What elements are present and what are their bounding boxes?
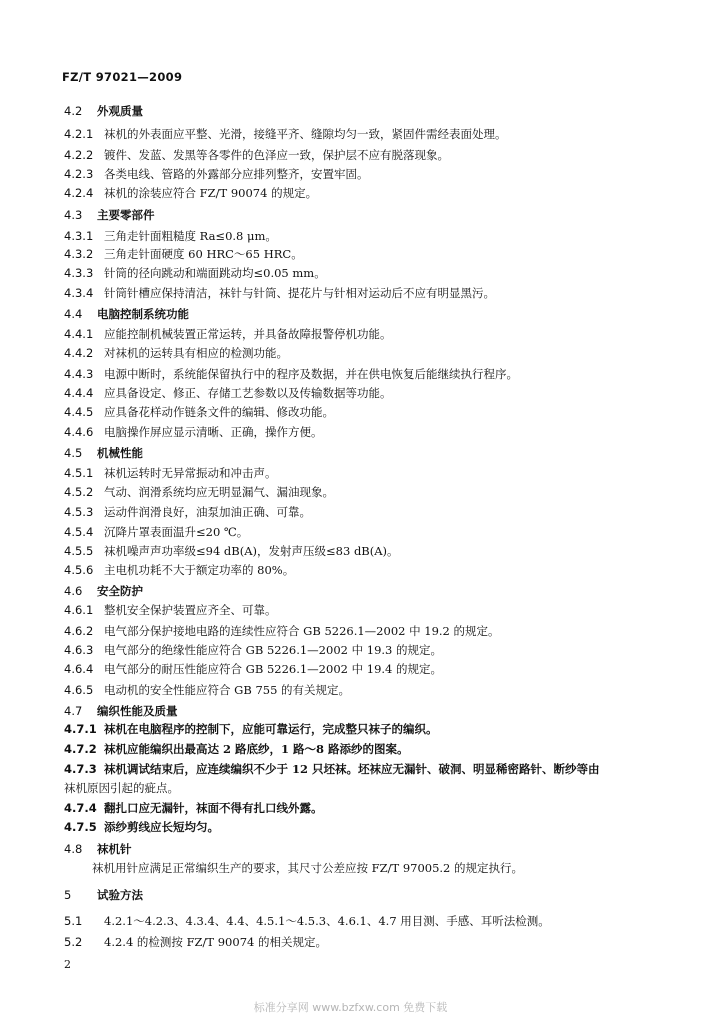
clause-text: 对袜机的运转具有相应的检测功能。 (104, 346, 288, 360)
clause-number: 4.2.3 (64, 167, 94, 181)
clause-line (64, 229, 277, 243)
clause-line (64, 603, 277, 617)
clause-number: 4.7.2 (64, 742, 97, 756)
clause-text: 试验方法 (97, 888, 143, 902)
clause-text: 电动机的安全性能应符合 GB 755 的有关规定。 (104, 683, 351, 697)
clause-number: 4.6.5 (64, 683, 94, 697)
section-heading (64, 104, 143, 118)
clause-line (64, 781, 179, 795)
clause-line (64, 148, 449, 162)
clause-text: 电气部分的耐压性能应符合 GB 5226.1—2002 中 19.4 的规定。 (104, 662, 443, 676)
page-number: 2 (64, 958, 71, 971)
clause-text: 运动件润滑良好，油泵加油正确、可靠。 (104, 505, 311, 519)
clause-number: 4.4.6 (64, 425, 94, 439)
watermark-footer: 标准分享网 www.bzfxw.com 免费下载 (253, 1001, 448, 1014)
section-heading (64, 888, 143, 902)
clause-number: 4.4.4 (64, 386, 94, 400)
clause-number: 4.6 (64, 584, 83, 598)
clause-text: 袜机的外表面应平整、光滑，接缝平齐、缝隙均匀一致，紧固件需经表面处理。 (104, 127, 507, 141)
clause-text: 外观质量 (97, 104, 143, 118)
section-heading (64, 307, 189, 321)
clause-number: 4.3.3 (64, 266, 94, 280)
clause-line (64, 505, 311, 519)
clause-line (64, 466, 277, 480)
clause-number: 4.3 (64, 208, 83, 222)
section-heading (64, 446, 143, 460)
clause-number: 4.4.5 (64, 405, 94, 419)
clause-number: 4.7.1 (64, 722, 97, 736)
clause-number: 4.5.2 (64, 485, 94, 499)
clause-text: 编织性能及质量 (97, 704, 178, 718)
clause-text: 镀件、发蓝、发黑等各零件的色泽应一致，保护层不应有脱落现象。 (104, 148, 449, 162)
clause-text: 4.2.1～4.2.3、4.3.4、4.4、4.5.1～4.5.3、4.6.1、4.7 用目测、手感、耳听法检测。 (104, 914, 550, 928)
clause-line (64, 662, 442, 676)
clause-line (64, 722, 438, 736)
clause-number: 4.5.4 (64, 525, 94, 539)
clause-text: 袜机运转时无异常振动和冲击声。 (104, 466, 277, 480)
clause-line (64, 127, 507, 141)
clause-text: 袜机原因引起的疵点。 (64, 781, 179, 795)
clause-text: 袜机在电脑程序的控制下，应能可靠运行，完成整只袜子的编织。 (104, 722, 438, 736)
clause-line (64, 186, 317, 200)
clause-number: 4.2.4 (64, 186, 94, 200)
clause-line (64, 762, 600, 776)
clause-line (64, 266, 326, 280)
section-heading (64, 842, 132, 856)
clause-number: 4.6.1 (64, 603, 94, 617)
clause-text: 应能控制机械装置正常运转，并具备故障报警停机功能。 (104, 327, 392, 341)
clause-text: 主电机功耗不大于额定功率的 80%。 (104, 563, 295, 577)
standard-header: FZ/T 97021—2009 (62, 70, 183, 84)
clause-line (64, 367, 518, 381)
clause-text: 应具备设定、修正、存储工艺参数以及传输数据等功能。 (104, 386, 392, 400)
clause-line (64, 485, 334, 499)
clause-line (64, 643, 442, 657)
clause-text: 气动、润滑系统均应无明显漏气、漏油现象。 (104, 485, 334, 499)
clause-text: 机械性能 (97, 446, 143, 460)
clause-line (64, 405, 334, 419)
clause-number: 4.8 (64, 842, 83, 856)
clause-text: 袜机用针应满足正常编织生产的要求，其尺寸公差应按 FZ/T 97005.2 的规定执行。 (92, 861, 524, 875)
clause-number: 4.5.3 (64, 505, 94, 519)
clause-text: 三角走针面粗糙度 Ra≤0.8 μm。 (104, 229, 277, 243)
clause-number: 4.4.3 (64, 367, 94, 381)
clause-text: 三角走针面硬度 60 HRC～65 HRC。 (104, 247, 303, 261)
clause-text: 袜机应能编织出最高达 2 路底纱，1 路～8 路添纱的图案。 (104, 742, 409, 756)
clause-number: 4.5 (64, 446, 83, 460)
clause-text: 电脑操作屏应显示清晰、正确，操作方便。 (104, 425, 323, 439)
clause-number: 5.1 (64, 914, 83, 928)
clause-number: 4.7 (64, 704, 83, 718)
clause-line (64, 167, 369, 181)
clause-number: 4.4.1 (64, 327, 94, 341)
clause-number: 4.4 (64, 307, 83, 321)
clause-line (64, 624, 500, 638)
clause-number: 4.3.1 (64, 229, 94, 243)
clause-line (64, 247, 303, 261)
clause-text: 沉降片罩表面温升≤20 ℃。 (104, 525, 249, 539)
clause-number: 4.5.5 (64, 544, 94, 558)
clause-line (92, 861, 523, 875)
clause-text: 针筒针槽应保持清洁，袜针与针筒、提花片与针相对运动后不应有明显黑污。 (104, 286, 495, 300)
section-heading (64, 208, 155, 222)
clause-text: 4.2.4 的检测按 FZ/T 90074 的相关规定。 (104, 935, 327, 949)
clause-text: 袜机调试结束后，应连续编织不少于 12 只坯袜。坯袜应无漏针、破洞、明显稀密路针、断纱等由 (104, 762, 600, 776)
clause-text: 电气部分的绝缘性能应符合 GB 5226.1—2002 中 19.3 的规定。 (104, 643, 443, 657)
clause-line (64, 327, 392, 341)
clause-number: 4.2.1 (64, 127, 94, 141)
clause-number: 4.5.6 (64, 563, 94, 577)
clause-number: 4.7.3 (64, 762, 97, 776)
clause-number: 4.6.4 (64, 662, 94, 676)
clause-text: 各类电线、管路的外露部分应排列整齐，安置牢固。 (104, 167, 369, 181)
clause-text: 电源中断时，系统能保留执行中的程序及数据，并在供电恢复后能继续执行程序。 (104, 367, 518, 381)
section-heading (64, 704, 178, 718)
clause-line (64, 563, 294, 577)
clause-line (64, 525, 248, 539)
clause-line (64, 935, 327, 949)
clause-text: 应具备花样动作链条文件的编辑、修改功能。 (104, 405, 334, 419)
clause-text: 袜机的涂装应符合 FZ/T 90074 的规定。 (104, 186, 318, 200)
clause-number: 4.6.2 (64, 624, 94, 638)
clause-line (64, 286, 495, 300)
clause-text: 电气部分保护接地电路的连续性应符合 GB 5226.1—2002 中 19.2 的规定。 (104, 624, 500, 638)
clause-number: 4.6.3 (64, 643, 94, 657)
clause-number: 4.2 (64, 104, 83, 118)
clause-text: 安全防护 (97, 584, 143, 598)
clause-line (64, 820, 219, 834)
clause-text: 袜机噪声声功率级≤94 dB(A)，发射声压级≤83 dB(A)。 (104, 544, 399, 558)
clause-line (64, 346, 288, 360)
clause-text: 针筒的径向跳动和端面跳动均≤0.05 mm。 (104, 266, 326, 280)
clause-text: 添纱剪线应长短均匀。 (104, 820, 219, 834)
clause-text: 袜机针 (97, 842, 132, 856)
clause-number: 5 (64, 888, 72, 902)
clause-line (64, 742, 409, 756)
clause-number: 4.3.4 (64, 286, 94, 300)
clause-number: 4.7.5 (64, 820, 97, 834)
section-heading (64, 584, 143, 598)
clause-number: 4.3.2 (64, 247, 94, 261)
clause-number: 4.7.4 (64, 801, 97, 815)
clause-number: 4.5.1 (64, 466, 94, 480)
clause-number: 4.2.2 (64, 148, 94, 162)
clause-text: 主要零部件 (97, 208, 155, 222)
clause-line (64, 801, 323, 815)
clause-number: 4.4.2 (64, 346, 94, 360)
clause-line (64, 544, 399, 558)
clause-text: 电脑控制系统功能 (97, 307, 189, 321)
clause-line (64, 683, 350, 697)
clause-line (64, 914, 550, 928)
clause-number: 5.2 (64, 935, 83, 949)
clause-line (64, 425, 323, 439)
clause-text: 整机安全保护装置应齐全、可靠。 (104, 603, 277, 617)
clause-line (64, 386, 392, 400)
clause-text: 翻扎口应无漏针，袜面不得有扎口线外露。 (104, 801, 323, 815)
